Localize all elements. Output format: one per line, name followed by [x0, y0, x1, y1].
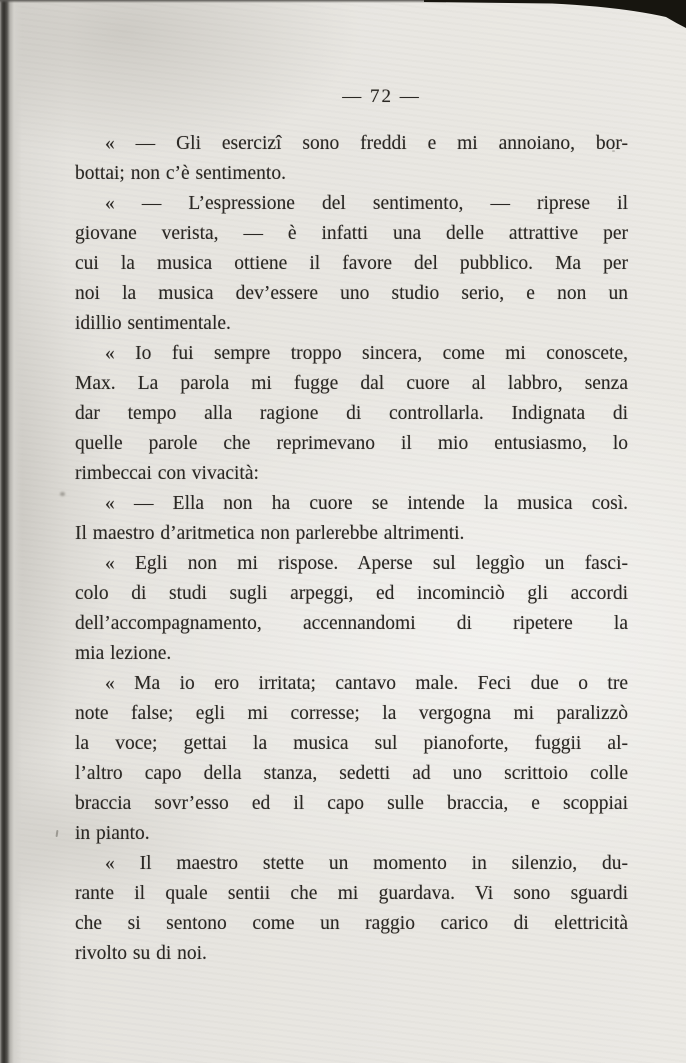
text-line: l’altro capo della stanza, sedetti ad uno scrittoio colle — [75, 763, 628, 784]
text-line: rante il quale sentii che mi guardava. Vi sono sguardi — [75, 883, 628, 904]
text-line: giovane verista, — è infatti una delle attrattive per — [75, 223, 628, 244]
text-line: mia lezione. — [75, 643, 172, 664]
text-line: « Egli non mi rispose. Aperse sul leggìo un fasci- — [105, 553, 628, 574]
text-line: note false; egli mi corresse; la vergogna mi paralizzò — [75, 703, 628, 724]
text-line: Max. La parola mi fugge dal cuore al labbro, senza — [75, 373, 628, 394]
text-line: « Il maestro stette un momento in silenzio, du- — [105, 853, 628, 874]
text-line: cui la musica ottiene il favore del pubblico. Ma per — [75, 253, 628, 274]
text-line: che si sentono come un raggio carico di elettricità — [75, 913, 628, 934]
paragraph — [75, 549, 628, 669]
text-line: la voce; gettai la musica sul pianoforte, fuggii al- — [75, 733, 628, 754]
text-line: « Io fui sempre troppo sincera, come mi conoscete, — [105, 343, 628, 364]
text-line: « — Gli esercizî sono freddi e mi annoiano, bor- — [105, 133, 628, 154]
paragraph — [75, 849, 628, 969]
page-left-binding-shadow — [0, 0, 22, 1063]
paragraph — [75, 489, 628, 549]
text-line: « Ma io ero irritata; cantavo male. Feci due o tre — [105, 673, 628, 694]
text-line: quelle parole che reprimevano il mio entusiasmo, lo — [75, 433, 628, 454]
paragraph — [75, 339, 628, 489]
text-line: colo di studi sugli arpeggi, ed incominciò gli accordi — [75, 583, 628, 604]
page-top-edge-shadow — [0, 0, 446, 3]
text-line: « — Ella non ha cuore se intende la musica così. — [105, 493, 628, 514]
text-line: idillio sentimentale. — [75, 313, 231, 334]
text-line: in pianto. — [75, 823, 150, 844]
text-line: rivolto su di noi. — [75, 943, 207, 964]
text-block — [75, 129, 628, 969]
paragraph — [75, 129, 628, 189]
scan-speck — [56, 830, 59, 837]
paragraph — [75, 189, 628, 339]
text-line: braccia sovr’esso ed il capo sulle braccia, e scoppiai — [75, 793, 628, 814]
text-line: « — L’espressione del sentimento, — riprese il — [105, 193, 628, 214]
text-line: Il maestro d’aritmetica non parlerebbe altrimenti. — [75, 523, 465, 544]
page-number: — 72 — — [342, 86, 421, 107]
scanner-dark-corner — [424, 0, 686, 32]
text-line: dell’accompagnamento, accennandomi di ripetere la — [75, 613, 628, 634]
paragraph — [75, 669, 628, 849]
text-line: dar tempo alla ragione di controllarla. Indignata di — [75, 403, 628, 424]
scan-speck — [60, 492, 65, 496]
text-line: bottai; non c’è sentimento. — [75, 163, 286, 184]
text-line: noi la musica dev’essere uno studio serio, e non un — [75, 283, 628, 304]
text-line: rimbeccai con vivacità: — [75, 463, 259, 484]
